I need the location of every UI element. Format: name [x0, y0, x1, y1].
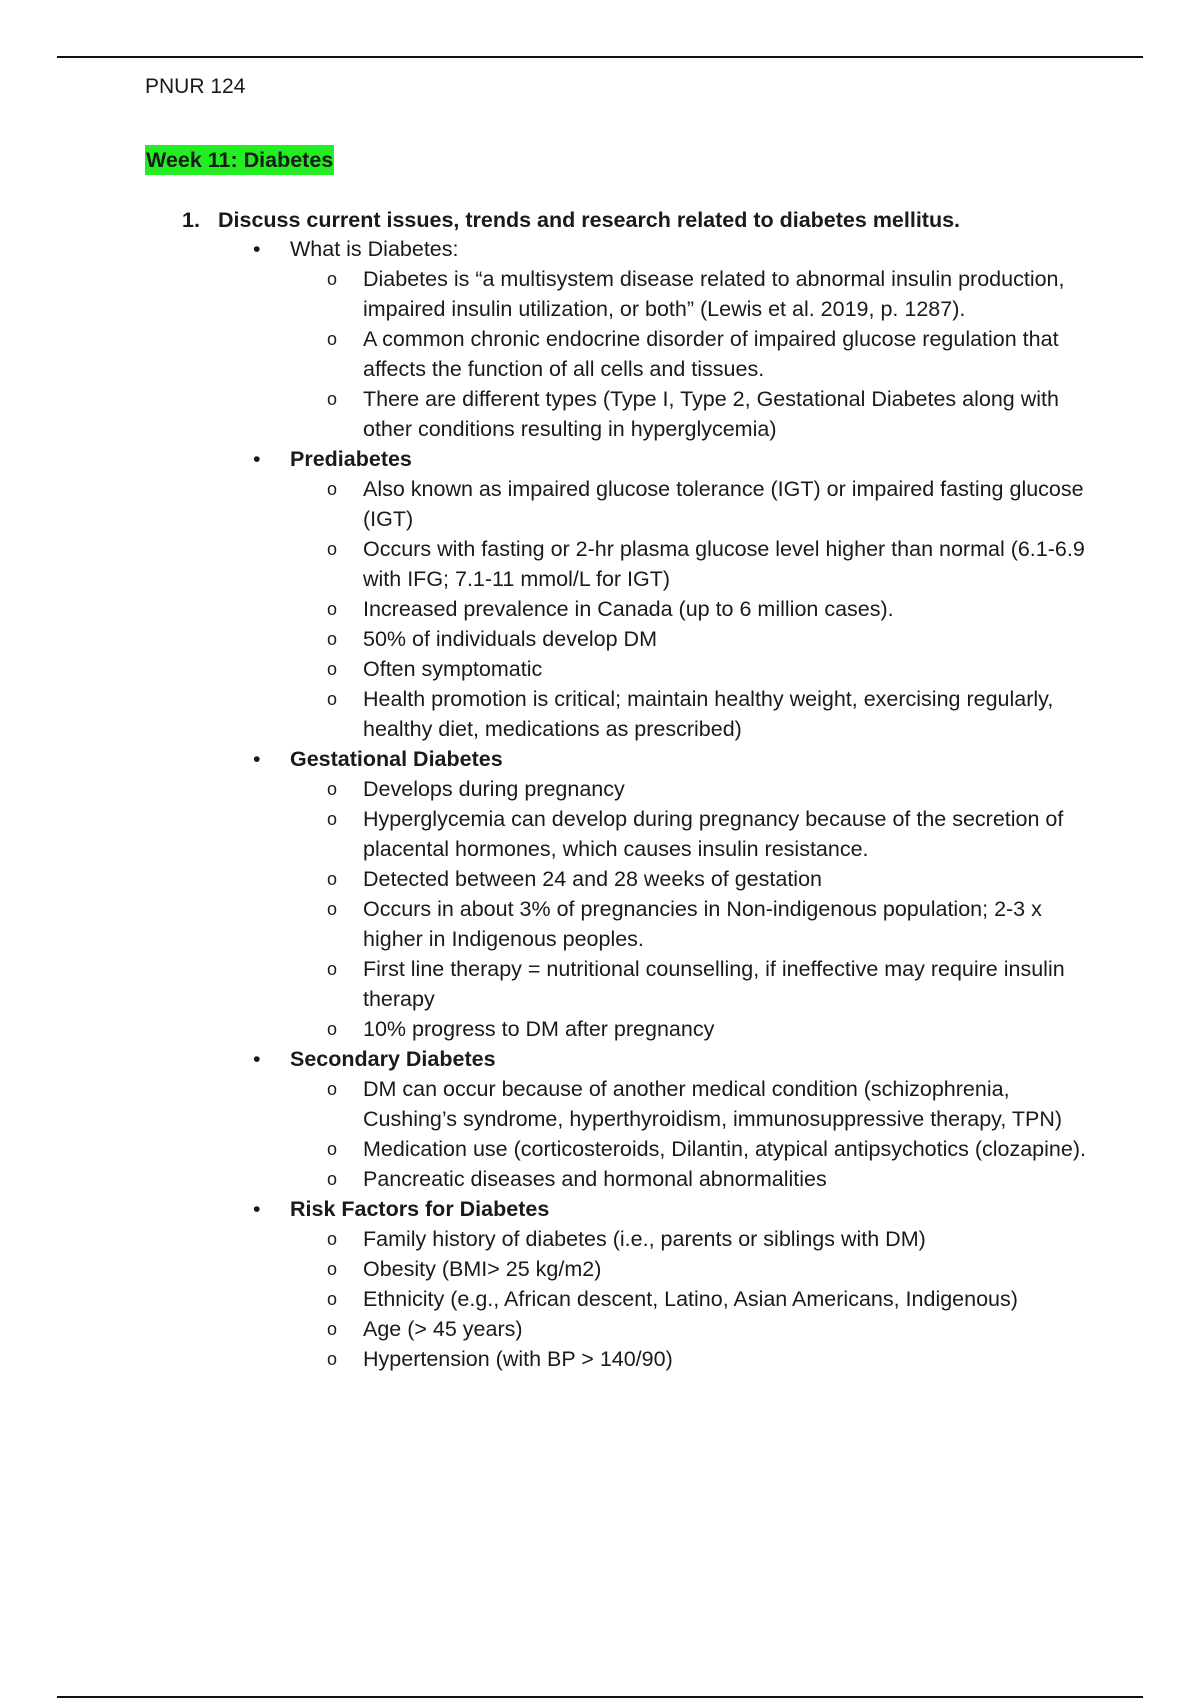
list-item [0, 534, 1200, 594]
section-heading-text: Prediabetes [290, 447, 412, 471]
list-item [0, 654, 1200, 684]
list-item-text: Increased prevalence in Canada (up to 6 million cases). [363, 597, 894, 621]
list-item-text: Health promotion is critical; maintain healthy weight, exercising regularly, healthy diet, medications as prescribed) [363, 687, 1054, 741]
list-item [0, 894, 1200, 954]
circle-bullet-icon: o [327, 899, 338, 919]
circle-bullet-icon: o [327, 599, 338, 619]
section-heading [0, 1044, 1200, 1074]
section [0, 444, 1200, 744]
section-heading [0, 1194, 1200, 1224]
list-item-text: A common chronic endocrine disorder of impaired glucose regulation that affects the function of all cells and tissues. [363, 327, 1059, 381]
section-heading-text: Risk Factors for Diabetes [290, 1197, 550, 1221]
circle-bullet-icon: o [327, 869, 338, 889]
objective-text: Discuss current issues, trends and research related to diabetes mellitus. [218, 208, 961, 232]
list-item [0, 1254, 1200, 1284]
list-item-text: Pancreatic diseases and hormonal abnormalities [363, 1167, 827, 1191]
section [0, 234, 1200, 444]
bullet-list [0, 234, 1200, 1374]
circle-bullet-icon: o [327, 809, 338, 829]
list-item [0, 1074, 1200, 1134]
list-item [0, 804, 1200, 864]
circle-bullet-icon: o [327, 659, 338, 679]
bullet-icon: • [253, 747, 261, 771]
circle-bullet-icon: o [327, 1289, 338, 1309]
list-item-text: Occurs in about 3% of pregnancies in Non-indigenous population; 2-3 x higher in Indigenous peoples. [363, 897, 1042, 951]
bullet-icon: • [253, 1047, 261, 1071]
list-item-text: Detected between 24 and 28 weeks of gestation [363, 867, 822, 891]
section-heading [0, 444, 1200, 474]
list-item [0, 324, 1200, 384]
list-item [0, 1014, 1200, 1044]
list-item [0, 384, 1200, 444]
list-item-text: 50% of individuals develop DM [363, 627, 657, 651]
list-item-text: Develops during pregnancy [363, 777, 625, 801]
circle-bullet-icon: o [327, 329, 338, 349]
header-rule [57, 56, 1143, 58]
course-code: PNUR 124 [145, 75, 246, 98]
list-item [0, 1284, 1200, 1314]
list-item [0, 1224, 1200, 1254]
list-item-text: Ethnicity (e.g., African descent, Latino, Asian Americans, Indigenous) [363, 1287, 1018, 1311]
list-item [0, 474, 1200, 534]
list-item-text: Diabetes is “a multisystem disease related to abnormal insulin production, impaired insulin utilization, or both” (Lewis et al. 2019, p. 1287). [363, 267, 1065, 321]
section-heading [0, 744, 1200, 774]
list-item-text: Obesity (BMI> 25 kg/m2) [363, 1257, 602, 1281]
list-item [0, 624, 1200, 654]
list-item [0, 954, 1200, 1014]
list-item [0, 594, 1200, 624]
bullet-icon: • [253, 1197, 261, 1221]
circle-bullet-icon: o [327, 1079, 338, 1099]
list-item [0, 774, 1200, 804]
list-item-text: Often symptomatic [363, 657, 543, 681]
circle-bullet-icon: o [327, 1019, 338, 1039]
section [0, 744, 1200, 1044]
section [0, 1194, 1200, 1374]
list-item-text: There are different types (Type I, Type 2, Gestational Diabetes along with other conditions resulting in hyperglycemia) [363, 387, 1059, 441]
list-item-text: Hyperglycemia can develop during pregnancy because of the secretion of placental hormones, which causes insulin resistance. [363, 807, 1064, 861]
list-item [0, 864, 1200, 894]
list-item-text: Age (> 45 years) [363, 1317, 523, 1341]
list-item-text: 10% progress to DM after pregnancy [363, 1017, 715, 1041]
section-heading-text: Secondary Diabetes [290, 1047, 496, 1071]
list-item-text: Hypertension (with BP > 140/90) [363, 1347, 673, 1371]
circle-bullet-icon: o [327, 539, 338, 559]
circle-bullet-icon: o [327, 779, 338, 799]
list-item [0, 264, 1200, 324]
list-item [0, 1314, 1200, 1344]
section-heading-text: Gestational Diabetes [290, 747, 503, 771]
circle-bullet-icon: o [327, 269, 338, 289]
list-item [0, 1164, 1200, 1194]
objective-number: 1. [182, 208, 200, 232]
list-item-text: First line therapy = nutritional counselling, if ineffective may require insulin therapy [363, 957, 1065, 1011]
circle-bullet-icon: o [327, 1319, 338, 1339]
list-item [0, 684, 1200, 744]
list-item-text: Family history of diabetes (i.e., parents or siblings with DM) [363, 1227, 926, 1251]
section-heading [0, 234, 1200, 264]
list-item-text: DM can occur because of another medical condition (schizophrenia, Cushing’s syndrome, hyperthyroidism, immunosuppressive therapy, TPN) [363, 1077, 1063, 1131]
bullet-icon: • [253, 237, 261, 261]
list-item-text: Occurs with fasting or 2-hr plasma glucose level higher than normal (6.1-6.9 with IFG; 7.1-11 mmol/L for IGT) [363, 537, 1085, 591]
list-item-text: Medication use (corticosteroids, Dilantin, atypical antipsychotics (clozapine). [363, 1137, 1086, 1161]
week-title: Week 11: Diabetes [145, 145, 334, 175]
circle-bullet-icon: o [327, 1229, 338, 1249]
circle-bullet-icon: o [327, 959, 338, 979]
footer-rule [57, 1696, 1143, 1698]
list-item [0, 1134, 1200, 1164]
bullet-icon: • [253, 447, 261, 471]
circle-bullet-icon: o [327, 689, 338, 709]
circle-bullet-icon: o [327, 1259, 338, 1279]
circle-bullet-icon: o [327, 1139, 338, 1159]
list-item-text: Also known as impaired glucose tolerance (IGT) or impaired fasting glucose (IGT) [363, 477, 1084, 531]
circle-bullet-icon: o [327, 389, 338, 409]
section-heading-text: What is Diabetes: [290, 237, 459, 261]
circle-bullet-icon: o [327, 479, 338, 499]
circle-bullet-icon: o [327, 629, 338, 649]
circle-bullet-icon: o [327, 1349, 338, 1369]
list-item [0, 1344, 1200, 1374]
circle-bullet-icon: o [327, 1169, 338, 1189]
section [0, 1044, 1200, 1194]
